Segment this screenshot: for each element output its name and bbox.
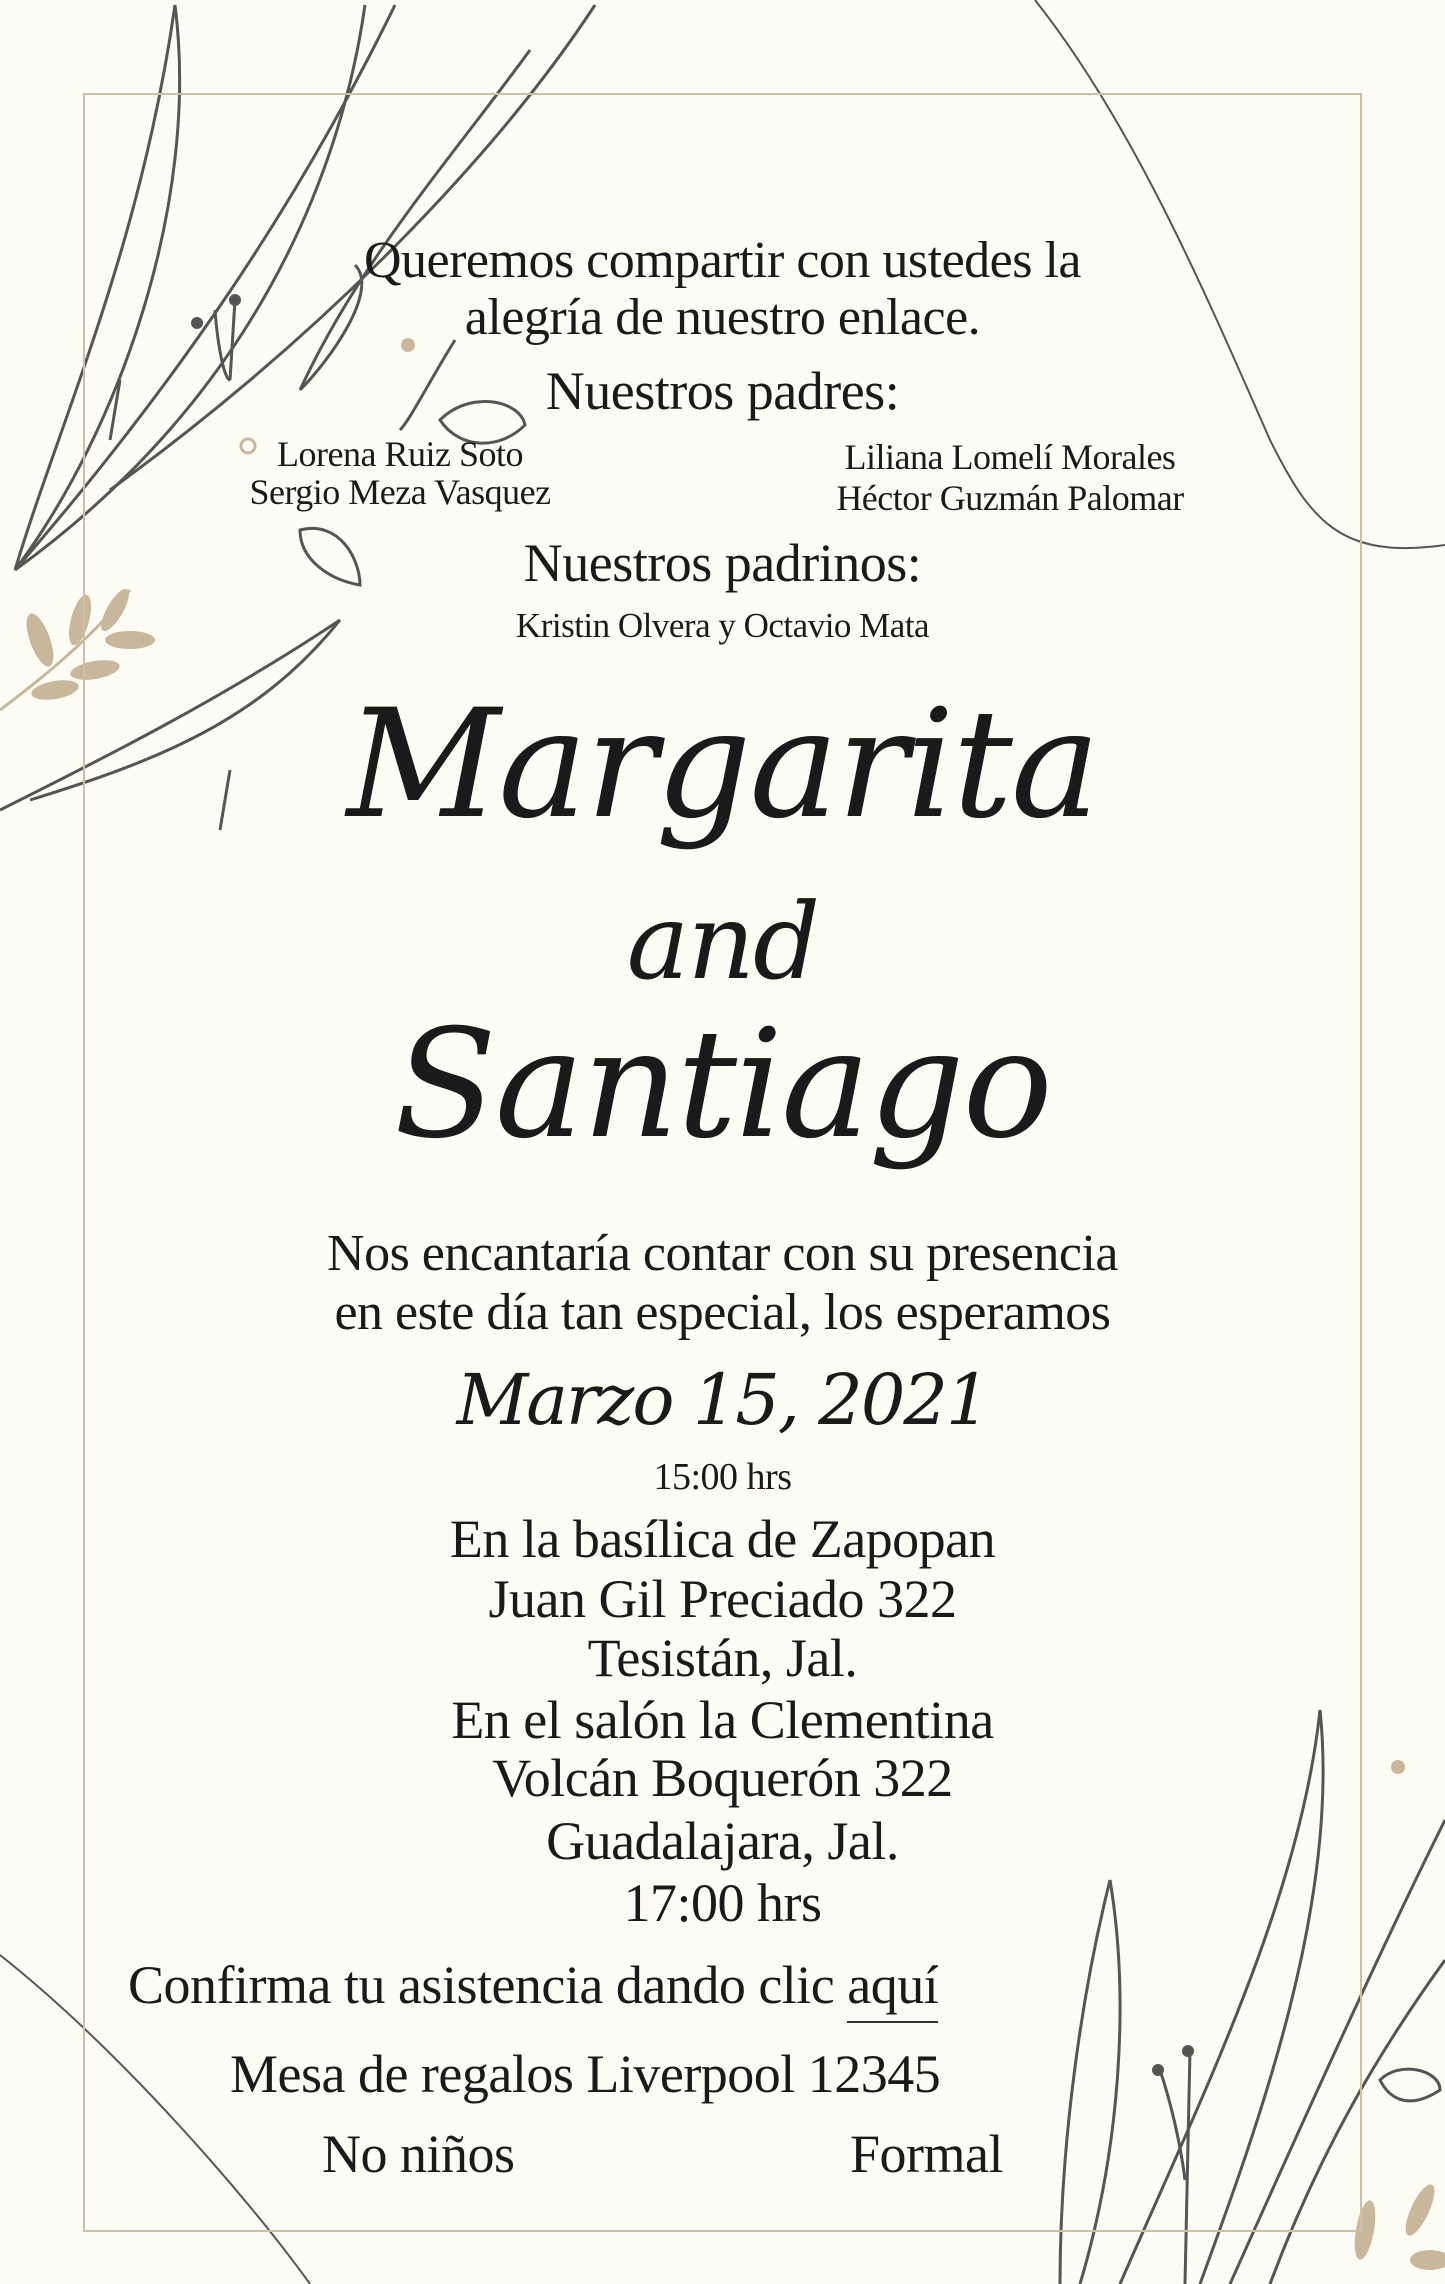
- gift-registry: Mesa de regalos Liverpool 12345: [230, 2044, 941, 2104]
- parents-heading: Nuestros padres:: [545, 361, 900, 421]
- parent-right-2: Héctor Guzmán Palomar: [836, 478, 1184, 518]
- reception-venue: En el salón la Clementina: [451, 1690, 994, 1750]
- rsvp-line: [128, 1955, 939, 2015]
- tan-sprig-right-icon: [1351, 2181, 1445, 2270]
- godparents-heading: Nuestros padrinos:: [523, 533, 922, 593]
- event-date: Marzo 15, 2021: [456, 1359, 989, 1441]
- reception-city: Guadalajara, Jal.: [546, 1811, 899, 1871]
- dress-code: Formal: [850, 2124, 1003, 2184]
- rsvp-text: Confirma tu asistencia dando clic: [128, 1955, 835, 2015]
- intro-line-1: Queremos compartir con ustedes la: [363, 232, 1082, 289]
- reception-address: Volcán Boquerón 322: [492, 1748, 953, 1808]
- parent-right-1: Liliana Lomelí Morales: [844, 437, 1176, 477]
- rsvp-link[interactable]: aquí: [847, 1955, 938, 2023]
- parent-left-2: Sergio Meza Vasquez: [249, 472, 551, 512]
- bride-name: Margarita: [346, 678, 1099, 852]
- ceremony-address: Juan Gil Preciado 322: [488, 1569, 957, 1629]
- message-line-2: en este día tan especial, los esperamos: [334, 1284, 1111, 1341]
- no-kids-note: No niños: [322, 2124, 515, 2184]
- groom-name: Santiago: [394, 998, 1051, 1172]
- intro-line-2: alegría de nuestro enlace.: [464, 289, 981, 346]
- message-line-1: Nos encantaría contar con su presencia: [327, 1225, 1118, 1282]
- ceremony-time: 15:00 hrs: [653, 1456, 792, 1498]
- godparents-names: Kristin Olvera y Octavio Mata: [515, 606, 930, 645]
- reception-time: 17:00 hrs: [623, 1873, 822, 1933]
- ceremony-venue: En la basílica de Zapopan: [449, 1509, 996, 1569]
- ceremony-city: Tesistán, Jal.: [587, 1628, 858, 1688]
- parent-left-1: Lorena Ruiz Soto: [277, 434, 523, 474]
- couple-joiner: and: [626, 881, 819, 1003]
